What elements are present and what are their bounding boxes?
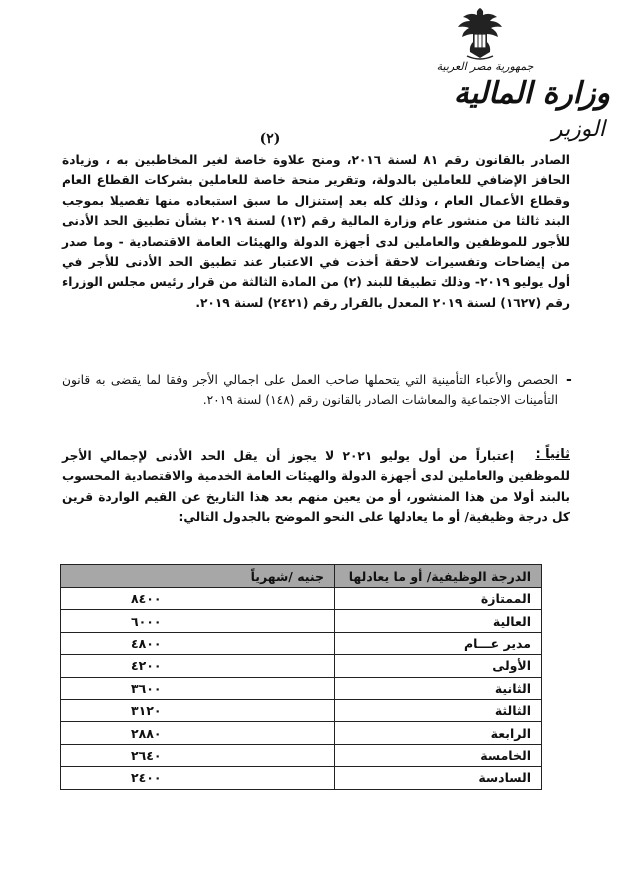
grade-cell: مدير عـــام [335, 632, 542, 654]
grade-cell: الثانية [335, 677, 542, 699]
table-row [61, 588, 542, 610]
grade-cell: الرابعة [335, 722, 542, 744]
bullet-dash: - [566, 372, 572, 388]
minimum-wage-table [60, 564, 542, 790]
amount-cell: ٢٨٨٠ [61, 722, 335, 744]
paragraph-minimum-wage: إعتباراً من أول يوليو ٢٠٢١ لا يجوز أن يقل الحد الأدنى لإجمالي الأجر للموظفين والعاملين لدى أجهزة الدولة والهيئات العامة الخدمية والاقتصادية المحسوب بالبند أولا من هذا المنشور، أو من يعين منهم بعد هذا التاريخ عن القيم الواردة قرين كل درجة وظيفية/ أو ما يعادلها على النحو الموضح بالجدول التالي: [62, 449, 570, 525]
grade-cell: الثالثة [335, 699, 542, 721]
page-number: (٢) [259, 131, 281, 147]
amount-cell: ٨٤٠٠ [61, 588, 335, 610]
amount-cell: ٣١٢٠ [61, 699, 335, 721]
table-row [61, 767, 542, 789]
grade-cell: الممتازة [335, 588, 542, 610]
header-amount: جنيه /شهرياً [61, 565, 335, 588]
amount-cell: ٢٤٠٠ [61, 767, 335, 789]
table-header-row [61, 565, 542, 588]
eagle-emblem-icon [455, 4, 505, 62]
grade-cell: الخامسة [335, 744, 542, 766]
amount-cell: ٤٨٠٠ [61, 632, 335, 654]
table-row [61, 744, 542, 766]
grade-cell: السادسة [335, 767, 542, 789]
table-row [61, 677, 542, 699]
amount-cell: ٢٦٤٠ [61, 744, 335, 766]
table-row [61, 632, 542, 654]
table-row [61, 610, 542, 632]
amount-cell: ٦٠٠٠ [61, 610, 335, 632]
grade-cell: الأولى [335, 655, 542, 677]
grade-cell: العالية [335, 610, 542, 632]
table-row [61, 722, 542, 744]
amount-cell: ٣٦٠٠ [61, 677, 335, 699]
ministry-name: وزارة المالية [453, 76, 610, 111]
table-row [61, 699, 542, 721]
header-grade: الدرجة الوظيفية/ أو ما يعادلها [335, 565, 542, 588]
paragraph-insurance: الحصص والأعباء التأمينية التي يتحملها صاحب العمل على اجمالي الأجر وفقا لما يقضى به قانون التأمينات الاجتماعية والمعاشات الصادر بالقانون رقم (١٤٨) لسنة ٢٠١٩. [62, 373, 558, 408]
table-row [61, 655, 542, 677]
republic-name: جمهورية مصر العربية [436, 60, 534, 73]
section-label-second: ثانياً : [535, 447, 570, 462]
paragraph-continuation: الصادر بالقانون رقم ٨١ لسنة ٢٠١٦، ومنح علاوة خاصة لغير المخاطبين به ، وزيادة الحافز الإضافي للعاملين بالدولة، وتقرير منحة خاصة للعاملين بشركات القطاع العام وقطاع الأعمال العام ، وذلك كله بعد إستنزال ما سبق استبعاده منها تفصيلا بموجب البند ثالثا من منشور عام وزارة المالية رقم (١٣) لسنة ٢٠١٩ بشأن تطبيق الحد الأدنى للأجور للموظفين والعاملين لدى أجهزة الدولة والهيئات العامة الاقتصادية - وما صدر من إيضاحات وتفسيرات لاحقة أخذت في الاعتبار عند تطبيق الحد الأدنى للأجر في أول يوليو ٢٠١٩- وذلك تطبيقا للبند (٢) من المادة الثالثة من قرار رئيس مجلس الوزراء رقم (١٦٢٧) لسنة ٢٠١٩ المعدل بالقرار رقم (٢٤٢١) لسنة ٢٠١٩. [62, 153, 570, 310]
minister-title: الوزير [551, 117, 605, 142]
amount-cell: ٤٢٠٠ [61, 655, 335, 677]
